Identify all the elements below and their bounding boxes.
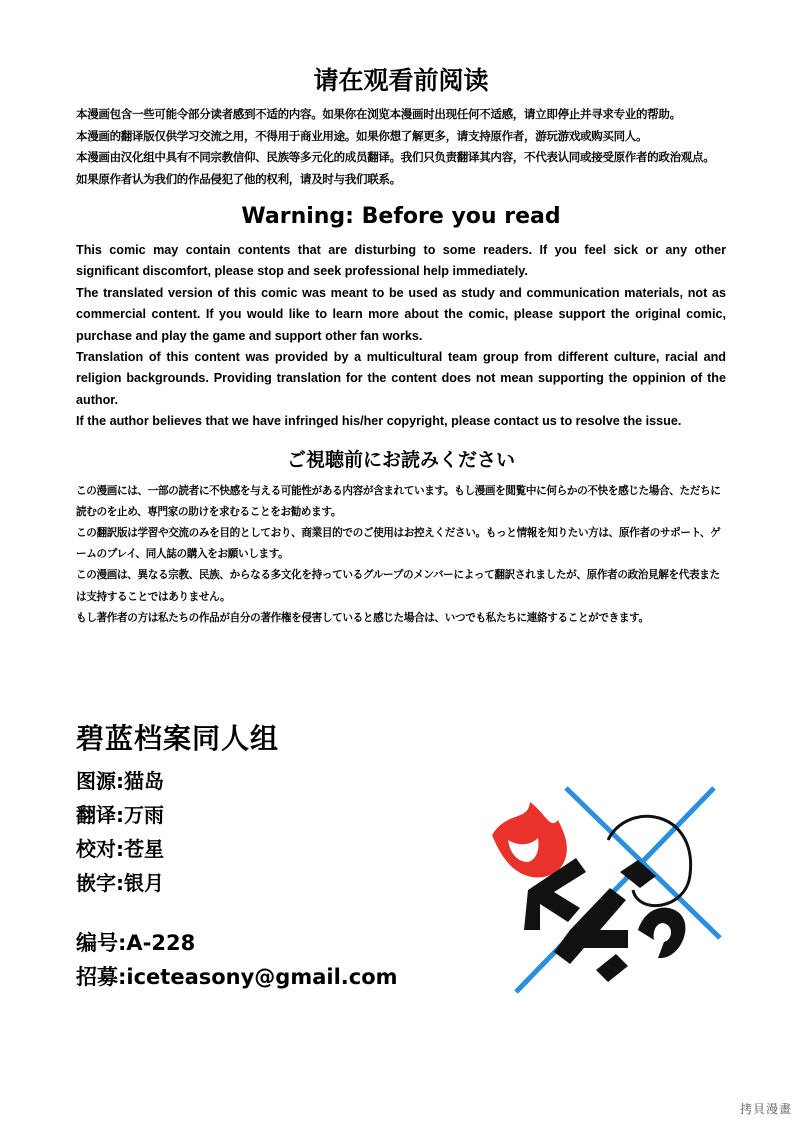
credit-source: 图源:猫岛: [76, 769, 164, 793]
credits-block: [76, 720, 398, 994]
emblem-mark: [524, 858, 685, 982]
credit-code: 编号:A-228: [76, 931, 196, 955]
cn-paragraph: 如果原作者认为我们的作品侵犯了他的权利，请及时与我们联系。: [76, 171, 401, 186]
en-title: Warning: Before you read: [241, 204, 561, 229]
group-name: 碧蓝档案同人组: [76, 722, 280, 755]
jp-paragraph: この漫画は、異なる宗教、民族、からなる多文化を持っているグループのメンバーによって翻訳されましたが、原作者の政治見解を代表または支持することではありません。: [76, 569, 720, 603]
jp-paragraph: この翻訳版は学習や交流のみを目的としており、商業目的でのご使用はお控えください。もっと情報を知りたい方は、原作者のサポート、ゲームのプレイ、同人誌の購入をお願いします。: [76, 527, 721, 561]
credit-translation: 翻译:万雨: [76, 803, 164, 827]
en-paragraph: If the author believes that we have infringed his/her copyright, please contact us to resolve the issue.: [76, 414, 682, 429]
en-paragraph: The translated version of this comic was meant to be used as study and communication materials, not as commercial content. If you would like to learn more about the comic, please support the original comic, purchase and play the game and support other fan works.: [76, 285, 726, 343]
reading-notice: [76, 64, 726, 629]
watermark-text: 拷貝漫畫: [739, 1102, 792, 1116]
en-paragraph: Translation of this content was provided by a multicultural team group from different culture, racial and religion backgrounds. Providing translation for the content does not mean supporting the oppinion of the author.: [76, 350, 726, 407]
jp-paragraph: もし著作者の方は私たちの作品が自分の著作権を侵害していると感じた場合は、いつでも私たちに連絡することができます。: [76, 611, 649, 624]
recruit-contact: 招募:iceteasony@gmail.com: [76, 965, 398, 989]
flame-shape: [492, 802, 567, 877]
cn-paragraph: 本漫画包含一些可能令部分读者感到不适的内容。如果你在浏览本漫画时出现任何不适感，请立即停止并寻求专业的帮助。: [76, 107, 681, 121]
cn-paragraph: 本漫画的翻译版仅供学习交流之用，不得用于商业用途。如果你想了解更多，请支持原作者，游玩游戏或购买同人。: [76, 128, 648, 143]
cn-title: 请在观看前阅读: [313, 66, 489, 95]
jp-title: ご視聴前にお読みください: [286, 448, 515, 471]
credit-proofreading: 校对:苍星: [76, 837, 164, 861]
jp-paragraph: この漫画には、一部の読者に不快感を与える可能性がある内容が含まれています。もし漫画を閲覧中に何らかの不快を感じた場合、ただちに読むのを止め、専門家の助けを求むることをお勧めます。: [76, 484, 721, 518]
team-emblem-icon: [488, 780, 728, 995]
loop-line: [608, 816, 691, 905]
en-paragraph: This comic may contain contents that are disturbing to some readers. If you feel sick or any other significant discomfort, please stop and seek professional help immediately.: [76, 243, 726, 279]
cn-section: [76, 64, 726, 190]
credit-typesetting: 嵌字:银月: [76, 871, 164, 895]
cn-paragraph: 本漫画由汉化组中具有不同宗教信仰、民族等多元化的成员翻译。我们只负责翻译其内容，不代表认同或接受原作者的政治观点。: [76, 150, 715, 164]
en-section: [76, 202, 726, 433]
jp-section: [76, 445, 726, 629]
